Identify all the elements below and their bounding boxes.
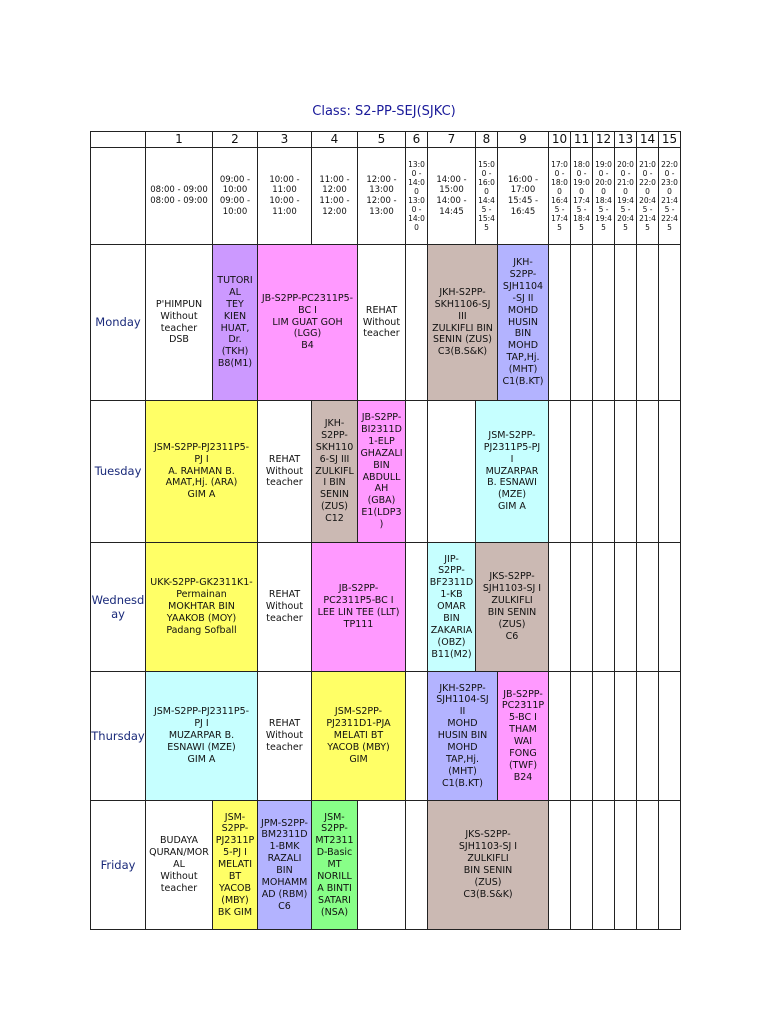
period-time: 17:0 0 - 18:0 0 16:4 5 - 17:4 5 [549, 148, 571, 245]
period-time: 09:00 - 10:00 09:00 - 10:00 [213, 148, 258, 245]
lesson-cell[interactable]: UKK-S2PP-GK2311K1- Permainan MOKHTAR BIN YAAKOB (MOY) Padang Sofball [146, 543, 258, 672]
period-time: 18:0 0 - 19:0 0 17:4 5 - 18:4 5 [571, 148, 593, 245]
lesson-cell[interactable]: JSM- S2PP- MT2311 D-Basic MT NORILL A BINTI SATARI (NSA) [312, 801, 358, 930]
period-number: 14 [637, 132, 659, 148]
empty-cell [615, 245, 637, 401]
empty-cell [571, 245, 593, 401]
lesson-cell[interactable]: JKH-S2PP- SJH1104-SJ II MOHD HUSIN BIN MOHD TAP,Hj. (MHT) C1(B.KT) [428, 672, 498, 801]
empty-cell [406, 401, 428, 543]
day-label: Wednesd ay [91, 543, 146, 672]
lesson-cell[interactable]: JSM-S2PP-PJ2311P5- PJ I MUZARPAR B. ESNAWI (MZE) GIM A [146, 672, 258, 801]
period-number: 15 [659, 132, 681, 148]
period-time: 19:0 0 - 20:0 0 18:4 5 - 19:4 5 [593, 148, 615, 245]
lesson-cell[interactable]: JKH- S2PP- SKH110 6-SJ III ZULKIFL I BIN SENIN (ZUS) C12 [312, 401, 358, 543]
empty-cell [549, 543, 571, 672]
empty-cell [593, 801, 615, 930]
page-title: Class: S2-PP-SEJ(SJKC) [312, 104, 456, 119]
empty-cell [637, 672, 659, 801]
lesson-cell[interactable]: JKH-S2PP- SKH1106-SJ III ZULKIFLI BIN SENIN (ZUS) C3(B.S&K) [428, 245, 498, 401]
empty-cell [406, 672, 428, 801]
empty-cell [637, 245, 659, 401]
corner-cell [91, 132, 146, 148]
lesson-cell[interactable]: JSM-S2PP- PJ2311D1-PJA MELATI BT YACOB (MBY) GIM [312, 672, 406, 801]
period-number: 4 [312, 132, 358, 148]
day-row-tuesday [91, 401, 681, 543]
lesson-cell[interactable]: JB-S2PP-PC2311P5- BC I LIM GUAT GOH (LGG) B4 [258, 245, 358, 401]
day-row-thursday [91, 672, 681, 801]
period-number: 7 [428, 132, 476, 148]
period-number: 11 [571, 132, 593, 148]
period-time: 10:00 - 11:00 10:00 - 11:00 [258, 148, 312, 245]
period-time: 16:00 - 17:00 15:45 - 16:45 [498, 148, 549, 245]
day-label: Friday [91, 801, 146, 930]
day-row-monday [91, 245, 681, 401]
empty-cell [406, 543, 428, 672]
lesson-cell[interactable]: JKS-S2PP- SJH1103-SJ I ZULKIFLI BIN SENIN (ZUS) C6 [476, 543, 549, 672]
period-number: 5 [358, 132, 406, 148]
lesson-cell[interactable]: P'HIMPUN Without teacher DSB [146, 245, 213, 401]
empty-cell [593, 401, 615, 543]
period-number: 10 [549, 132, 571, 148]
empty-cell [659, 672, 681, 801]
empty-cell [615, 672, 637, 801]
period-time: 11:00 - 12:00 11:00 - 12:00 [312, 148, 358, 245]
lesson-cell[interactable]: BUDAYA QURAN/MOR AL Without teacher [146, 801, 213, 930]
day-row-friday [91, 801, 681, 930]
lesson-cell[interactable]: JB-S2PP- PC2311P 5-BC I THAM WAI FONG (TWF) B24 [498, 672, 549, 801]
period-number-row [91, 132, 681, 148]
period-time: 21:0 0 - 22:0 0 20:4 5 - 21:4 5 [637, 148, 659, 245]
empty-cell [659, 801, 681, 930]
period-number: 6 [406, 132, 428, 148]
empty-cell [659, 245, 681, 401]
empty-cell [615, 401, 637, 543]
lesson-cell[interactable]: JB-S2PP- BI2311D 1-ELP GHAZALI BIN ABDULL AH (GBA) E1(LDP3 ) [358, 401, 406, 543]
period-time: 15:0 0 - 16:0 0 14:4 5 - 15:4 5 [476, 148, 498, 245]
lesson-cell[interactable]: JB-S2PP- PC2311P5-BC I LEE LIN TEE (LLT) TP111 [312, 543, 406, 672]
empty-cell [549, 401, 571, 543]
corner-cell [91, 148, 146, 245]
empty-cell [549, 672, 571, 801]
empty-cell [593, 543, 615, 672]
lesson-cell[interactable]: JSM-S2PP-PJ2311P5- PJ I A. RAHMAN B. AMAT,Hj. (ARA) GIM A [146, 401, 258, 543]
empty-cell [549, 245, 571, 401]
lesson-cell[interactable]: JKS-S2PP- SJH1103-SJ I ZULKIFLI BIN SENIN (ZUS) C3(B.S&K) [428, 801, 549, 930]
period-number: 3 [258, 132, 312, 148]
empty-cell [659, 401, 681, 543]
day-label: Monday [91, 245, 146, 401]
empty-cell [406, 245, 428, 401]
empty-cell [428, 401, 476, 543]
lesson-cell[interactable]: JSM- S2PP- PJ2311P 5-PJ I MELATI BT YACOB (MBY) BK GIM [213, 801, 258, 930]
lesson-cell[interactable]: JKH- S2PP- SJH1104 -SJ II MOHD HUSIN BIN MOHD TAP,Hj. (MHT) C1(B.KT) [498, 245, 549, 401]
period-time: 14:00 - 15:00 14:00 - 14:45 [428, 148, 476, 245]
day-row-wednesday [91, 543, 681, 672]
period-time: 20:0 0 - 21:0 0 19:4 5 - 20:4 5 [615, 148, 637, 245]
lesson-cell[interactable]: REHAT Without teacher [258, 543, 312, 672]
empty-cell [571, 672, 593, 801]
empty-cell [406, 801, 428, 930]
period-time: 13:0 0 - 14:0 0 13:0 0 - 14:0 0 [406, 148, 428, 245]
period-number: 12 [593, 132, 615, 148]
period-number: 13 [615, 132, 637, 148]
period-time: 08:00 - 09:00 08:00 - 09:00 [146, 148, 213, 245]
period-number: 8 [476, 132, 498, 148]
empty-cell [549, 801, 571, 930]
empty-cell [571, 801, 593, 930]
period-time: 22:0 0 - 23:0 0 21:4 5 - 22:4 5 [659, 148, 681, 245]
empty-cell [637, 543, 659, 672]
empty-cell [615, 801, 637, 930]
period-number: 1 [146, 132, 213, 148]
timetable [90, 131, 681, 930]
empty-cell [615, 543, 637, 672]
day-label: Thursday [91, 672, 146, 801]
empty-cell [593, 672, 615, 801]
empty-cell [571, 543, 593, 672]
period-time: 12:00 - 13:00 12:00 - 13:00 [358, 148, 406, 245]
empty-cell [571, 401, 593, 543]
empty-cell [593, 245, 615, 401]
lesson-cell[interactable]: JIP- S2PP- BF2311D 1-KB OMAR BIN ZAKARIA (OBZ) B11(M2) [428, 543, 476, 672]
period-number: 2 [213, 132, 258, 148]
empty-cell [659, 543, 681, 672]
period-time-row [91, 148, 681, 245]
empty-cell [358, 801, 406, 930]
lesson-cell[interactable]: TUTORI AL TEY KIEN HUAT, Dr. (TKH) B8(M1) [213, 245, 258, 401]
lesson-cell[interactable]: JSM-S2PP- PJ2311P5-PJ I MUZARPAR B. ESNAWI (MZE) GIM A [476, 401, 549, 543]
empty-cell [637, 401, 659, 543]
empty-cell [637, 801, 659, 930]
period-number: 9 [498, 132, 549, 148]
lesson-cell[interactable]: JPM-S2PP- BM2311D 1-BMK RAZALI BIN MOHAMM AD (RBM) C6 [258, 801, 312, 930]
lesson-cell[interactable]: REHAT Without teacher [358, 245, 406, 401]
day-label: Tuesday [91, 401, 146, 543]
lesson-cell[interactable]: REHAT Without teacher [258, 401, 312, 543]
lesson-cell[interactable]: REHAT Without teacher [258, 672, 312, 801]
